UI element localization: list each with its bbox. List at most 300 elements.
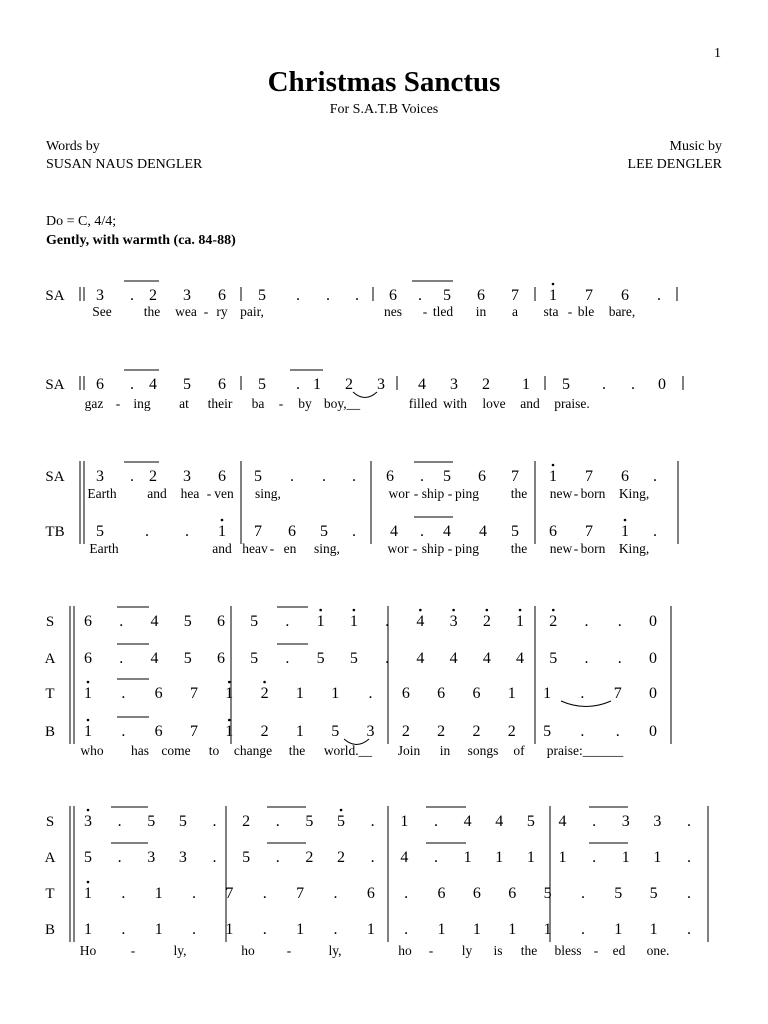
note-5: 5 (562, 376, 570, 393)
lyric-syllable: ping (454, 541, 480, 556)
note-dot: . (262, 885, 267, 902)
note-dot: . (687, 885, 691, 902)
note-1: 1 (549, 287, 557, 304)
lyric-syllable: Earth (87, 486, 117, 501)
note-0: 0 (649, 613, 657, 630)
lyric-syllable: new (549, 541, 573, 556)
note-5: 5 (549, 650, 558, 667)
note-5: 5 (543, 723, 552, 740)
staff-label-sa: SA (45, 288, 65, 304)
note-6: 6 (216, 613, 225, 630)
lyric-syllable: - (593, 943, 599, 958)
note-dot: . (404, 885, 409, 902)
lyric-syllable: bare, (608, 304, 636, 319)
lyric-syllable: ed (612, 943, 626, 958)
note-dot: . (580, 885, 585, 902)
note-4: 4 (416, 613, 425, 630)
staff-label-t: T (45, 886, 55, 902)
note-dot: . (285, 650, 290, 667)
note-dot: . (592, 813, 597, 830)
lyric-syllable: songs (467, 743, 499, 758)
note-1: 1 (516, 613, 525, 630)
note-4: 4 (150, 613, 159, 630)
lyric-syllable: in (475, 304, 487, 319)
lyric-syllable: - (203, 304, 209, 319)
note-dot: . (385, 650, 390, 667)
lyric-syllable: - (130, 943, 136, 958)
lyric-syllable: - (269, 541, 275, 556)
staff-label-a: A (44, 651, 56, 667)
octave-dot (87, 881, 90, 884)
note-5: 5 (349, 650, 358, 667)
note-5: 5 (242, 849, 251, 866)
note-5: 5 (183, 376, 191, 393)
note-7: 7 (296, 885, 305, 902)
note-5: 5 (305, 813, 314, 830)
octave-dot (353, 609, 356, 612)
note-1: 1 (313, 376, 321, 393)
lyric-syllable: ing (133, 396, 151, 411)
note-3: 3 (183, 468, 191, 485)
note-3: 3 (96, 287, 104, 304)
note-0: 0 (649, 685, 657, 702)
note-1: 1 (508, 921, 517, 938)
note-dot: . (326, 287, 330, 304)
lyric-syllable: wor (388, 486, 410, 501)
note-dot: . (584, 650, 589, 667)
note-1: 1 (296, 921, 305, 938)
note-dot: . (615, 723, 620, 740)
lyric-syllable: ho (398, 943, 412, 958)
note-dot: . (580, 921, 585, 938)
lyric-syllable: is (493, 943, 503, 958)
note-1: 1 (218, 523, 226, 540)
note-3: 3 (183, 287, 191, 304)
note-6: 6 (477, 287, 485, 304)
note-dot: . (584, 613, 589, 630)
lyric-syllable: gaz (84, 396, 104, 411)
lyric-syllable: pair, (240, 304, 264, 319)
note-3: 3 (147, 849, 156, 866)
page-subtitle: For S.A.T.B Voices (329, 102, 439, 117)
note-dot: . (119, 650, 124, 667)
octave-dot (319, 609, 322, 612)
page-number: 1 (714, 46, 721, 61)
lyric-syllable: - (412, 541, 418, 556)
note-dot: . (418, 287, 422, 304)
note-1: 1 (154, 885, 163, 902)
note-dot: . (433, 813, 438, 830)
note-2: 2 (337, 849, 346, 866)
staff-label-s: S (45, 614, 55, 630)
note-dot: . (653, 523, 657, 540)
octave-dot (519, 609, 522, 612)
lyric-syllable: the (510, 541, 528, 556)
staff-label-b: B (44, 922, 56, 938)
lyric-syllable: - (115, 396, 121, 411)
lyric-syllable: sing, (255, 486, 281, 501)
note-1: 1 (154, 921, 163, 938)
note-dot: . (355, 287, 359, 304)
note-dot: . (420, 468, 424, 485)
note-dot: . (145, 523, 149, 540)
note-3: 3 (178, 849, 187, 866)
note-dot: . (117, 813, 122, 830)
note-dot: . (370, 849, 375, 866)
note-2: 2 (305, 849, 314, 866)
octave-dot (87, 719, 90, 722)
note-6: 6 (621, 287, 629, 304)
note-7: 7 (613, 685, 622, 702)
lyric-syllable: come (161, 743, 191, 758)
lyric-syllable: praise:______ (546, 743, 624, 758)
lyric-syllable: - (447, 541, 453, 556)
note-2: 2 (149, 468, 157, 485)
octave-dot (263, 681, 266, 684)
note-1: 1 (437, 921, 446, 938)
note-1: 1 (614, 921, 623, 938)
tempo-marking: Gently, with warmth (ca. 84-88) (46, 233, 236, 248)
note-6: 6 (549, 523, 557, 540)
lyric-syllable: King, (618, 541, 650, 556)
note-5: 5 (254, 468, 262, 485)
note-dot: . (631, 376, 635, 393)
note-dot: . (121, 921, 126, 938)
staff-label-b: B (44, 724, 56, 740)
lyric-syllable: ly, (328, 943, 342, 958)
note-2: 2 (472, 723, 481, 740)
note-1: 1 (507, 685, 516, 702)
note-dot: . (275, 849, 280, 866)
note-7: 7 (585, 287, 593, 304)
lyric-syllable: wea (175, 304, 197, 319)
note-6: 6 (288, 523, 296, 540)
note-2: 2 (507, 723, 516, 740)
note-3: 3 (377, 376, 385, 393)
octave-dot (228, 719, 231, 722)
note-6: 6 (218, 376, 226, 393)
note-dot: . (370, 813, 375, 830)
note-5: 5 (96, 523, 104, 540)
lyric-syllable: - (573, 541, 579, 556)
note-dot: . (192, 921, 197, 938)
note-5: 5 (183, 650, 192, 667)
note-5: 5 (443, 468, 451, 485)
octave-dot (624, 519, 627, 522)
lyric-syllable: the (288, 743, 306, 758)
lyric-syllable: sing, (314, 541, 340, 556)
lyric-syllable: ho (241, 943, 255, 958)
note-dot: . (275, 813, 280, 830)
lyric-syllable: the (510, 486, 528, 501)
note-1: 1 (225, 921, 234, 938)
lyric-syllable: nes (384, 304, 402, 319)
note-2: 2 (437, 723, 446, 740)
note-6: 6 (472, 685, 481, 702)
note-dot: . (602, 376, 606, 393)
lyric-syllable: ship (421, 486, 445, 501)
note-6: 6 (389, 287, 397, 304)
note-dot: . (130, 376, 134, 393)
music-author: LEE DENGLER (627, 157, 722, 172)
note-dot: . (657, 287, 661, 304)
note-1: 1 (522, 376, 530, 393)
lyric-syllable: Ho (79, 943, 97, 958)
note-4: 4 (482, 650, 491, 667)
note-6: 6 (478, 468, 486, 485)
note-dot: . (285, 613, 290, 630)
note-2: 2 (260, 723, 269, 740)
note-2: 2 (401, 723, 410, 740)
note-1: 1 (621, 849, 630, 866)
note-5: 5 (183, 613, 192, 630)
note-0: 0 (649, 723, 657, 740)
note-4: 4 (495, 813, 504, 830)
note-2: 2 (242, 813, 251, 830)
note-4: 4 (443, 523, 451, 540)
lyric-syllable: who (80, 743, 104, 758)
note-5: 5 (250, 650, 259, 667)
note-5: 5 (337, 813, 346, 830)
lyric-syllable: ba (251, 396, 265, 411)
octave-dot (340, 809, 343, 812)
octave-dot (87, 809, 90, 812)
note-6: 6 (154, 685, 163, 702)
note-6: 6 (366, 885, 375, 902)
note-dot: . (117, 849, 122, 866)
note-6: 6 (437, 685, 446, 702)
note-1: 1 (366, 921, 375, 938)
note-7: 7 (585, 468, 593, 485)
note-4: 4 (449, 650, 458, 667)
note-3: 3 (84, 813, 92, 830)
note-dot: . (653, 468, 657, 485)
note-dot: . (352, 468, 356, 485)
note-dot: . (592, 849, 597, 866)
lyric-syllable: - (206, 486, 212, 501)
tie-arc (561, 701, 611, 707)
note-5: 5 (443, 287, 451, 304)
note-0: 0 (649, 650, 657, 667)
note-1: 1 (84, 685, 92, 702)
words-author: SUSAN NAUS DENGLER (46, 157, 203, 172)
music-label: Music by (669, 139, 722, 154)
note-5: 5 (316, 650, 325, 667)
note-1: 1 (225, 723, 234, 740)
note-4: 4 (516, 650, 525, 667)
note-4: 4 (400, 849, 409, 866)
note-dot: . (130, 468, 134, 485)
octave-dot (552, 464, 555, 467)
note-dot: . (212, 813, 217, 830)
note-1: 1 (495, 849, 504, 866)
note-6: 6 (84, 613, 92, 630)
note-7: 7 (254, 523, 262, 540)
staff-label-sa: SA (45, 469, 65, 485)
note-5: 5 (649, 885, 658, 902)
octave-dot (452, 609, 455, 612)
note-1: 1 (84, 921, 92, 938)
lyric-syllable: - (413, 486, 419, 501)
octave-dot (87, 681, 90, 684)
note-4: 4 (416, 650, 425, 667)
lyric-syllable: wor (387, 541, 409, 556)
note-dot: . (212, 849, 217, 866)
note-7: 7 (189, 685, 198, 702)
staff-label-tb: TB (45, 524, 65, 540)
lyric-syllable: en (283, 541, 297, 556)
note-5: 5 (511, 523, 519, 540)
octave-dot (419, 609, 422, 612)
note-dot: . (385, 613, 390, 630)
octave-dot (552, 609, 555, 612)
note-0: 0 (658, 376, 666, 393)
lyric-syllable: - (422, 304, 428, 319)
lyric-syllable: Earth (89, 541, 119, 556)
note-7: 7 (585, 523, 593, 540)
lyric-syllable: one. (646, 943, 670, 958)
note-2: 2 (345, 376, 353, 393)
lyric-syllable: - (278, 396, 284, 411)
note-4: 4 (390, 523, 398, 540)
lyric-syllable: change (233, 743, 273, 758)
note-3: 3 (450, 376, 458, 393)
note-6: 6 (621, 468, 629, 485)
note-dot: . (368, 685, 373, 702)
lyric-syllable: King, (618, 486, 650, 501)
note-1: 1 (472, 921, 481, 938)
note-dot: . (333, 885, 338, 902)
note-1: 1 (558, 849, 567, 866)
note-4: 4 (463, 813, 472, 830)
lyric-syllable: born (580, 486, 606, 501)
note-1: 1 (84, 885, 92, 902)
note-dot: . (404, 921, 409, 938)
staff-label-sa: SA (45, 377, 65, 393)
note-1: 1 (621, 523, 629, 540)
lyric-syllable: ly, (173, 943, 187, 958)
note-2: 2 (260, 685, 269, 702)
note-dot: . (192, 885, 197, 902)
note-dot: . (352, 523, 356, 540)
note-6: 6 (96, 376, 104, 393)
octave-dot (486, 609, 489, 612)
note-1: 1 (526, 849, 535, 866)
lyric-syllable: at (179, 396, 189, 411)
note-2: 2 (549, 613, 558, 630)
staff-label-s: S (45, 814, 55, 830)
note-dot: . (580, 723, 585, 740)
note-7: 7 (189, 723, 198, 740)
note-1: 1 (463, 849, 472, 866)
note-dot: . (121, 723, 126, 740)
lyric-syllable: ping (454, 486, 480, 501)
note-3: 3 (366, 723, 375, 740)
note-6: 6 (154, 723, 163, 740)
note-5: 5 (258, 376, 266, 393)
lyric-syllable: born (580, 541, 606, 556)
page-title: Christmas Sanctus (267, 66, 501, 98)
lyric-syllable: and (212, 541, 232, 556)
lyric-syllable: love (482, 396, 506, 411)
lyric-syllable: hea (180, 486, 200, 501)
note-7: 7 (511, 468, 519, 485)
note-dot: . (687, 849, 691, 866)
lyric-syllable: new (549, 486, 573, 501)
lyric-syllable: - (567, 304, 573, 319)
note-dot: . (296, 376, 300, 393)
lyric-syllable: has (131, 743, 149, 758)
lyric-syllable: and (520, 396, 540, 411)
octave-dot (221, 519, 224, 522)
note-dot: . (687, 921, 691, 938)
note-dot: . (121, 885, 126, 902)
note-1: 1 (649, 921, 658, 938)
note-1: 1 (549, 468, 557, 485)
note-dot: . (130, 287, 134, 304)
lyric-syllable: the (520, 943, 538, 958)
note-1: 1 (400, 813, 409, 830)
note-1: 1 (653, 849, 662, 866)
lyric-syllable: - (286, 943, 292, 958)
note-5: 5 (178, 813, 187, 830)
note-1: 1 (543, 685, 552, 702)
note-dot: . (296, 287, 300, 304)
lyric-syllable: heav (242, 541, 268, 556)
lyric-syllable: boy,__ (323, 396, 361, 411)
lyric-syllable: with (442, 396, 468, 411)
note-1: 1 (331, 685, 340, 702)
lyric-syllable: ven (214, 486, 234, 501)
note-dot: . (580, 685, 585, 702)
lyric-syllable: in (439, 743, 451, 758)
note-2: 2 (482, 376, 490, 393)
note-1: 1 (316, 613, 325, 630)
note-dot: . (290, 468, 294, 485)
lyric-syllable: by (298, 396, 312, 411)
note-4: 4 (558, 813, 567, 830)
note-7: 7 (511, 287, 519, 304)
note-4: 4 (150, 650, 159, 667)
octave-dot (552, 283, 555, 286)
note-dot: . (185, 523, 189, 540)
words-label: Words by (46, 139, 100, 154)
octave-dot (228, 681, 231, 684)
lyric-syllable: - (573, 486, 579, 501)
note-7: 7 (225, 885, 234, 902)
note-6: 6 (216, 650, 225, 667)
lyric-syllable: praise. (554, 396, 590, 411)
lyric-syllable: Join (397, 743, 421, 758)
lyric-syllable: bless (554, 943, 582, 958)
note-5: 5 (84, 849, 92, 866)
note-2: 2 (482, 613, 491, 630)
note-5: 5 (614, 885, 623, 902)
lyric-syllable: of (513, 743, 525, 758)
lyric-syllable: ble (577, 304, 595, 319)
note-dot: . (617, 650, 622, 667)
note-6: 6 (386, 468, 394, 485)
note-6: 6 (437, 885, 446, 902)
note-5: 5 (258, 287, 266, 304)
note-4: 4 (149, 376, 157, 393)
note-5: 5 (543, 885, 552, 902)
note-6: 6 (218, 468, 226, 485)
note-3: 3 (449, 613, 458, 630)
lyric-syllable: ry (216, 304, 228, 319)
note-1: 1 (84, 723, 92, 740)
lyric-syllable: filled (408, 396, 438, 411)
